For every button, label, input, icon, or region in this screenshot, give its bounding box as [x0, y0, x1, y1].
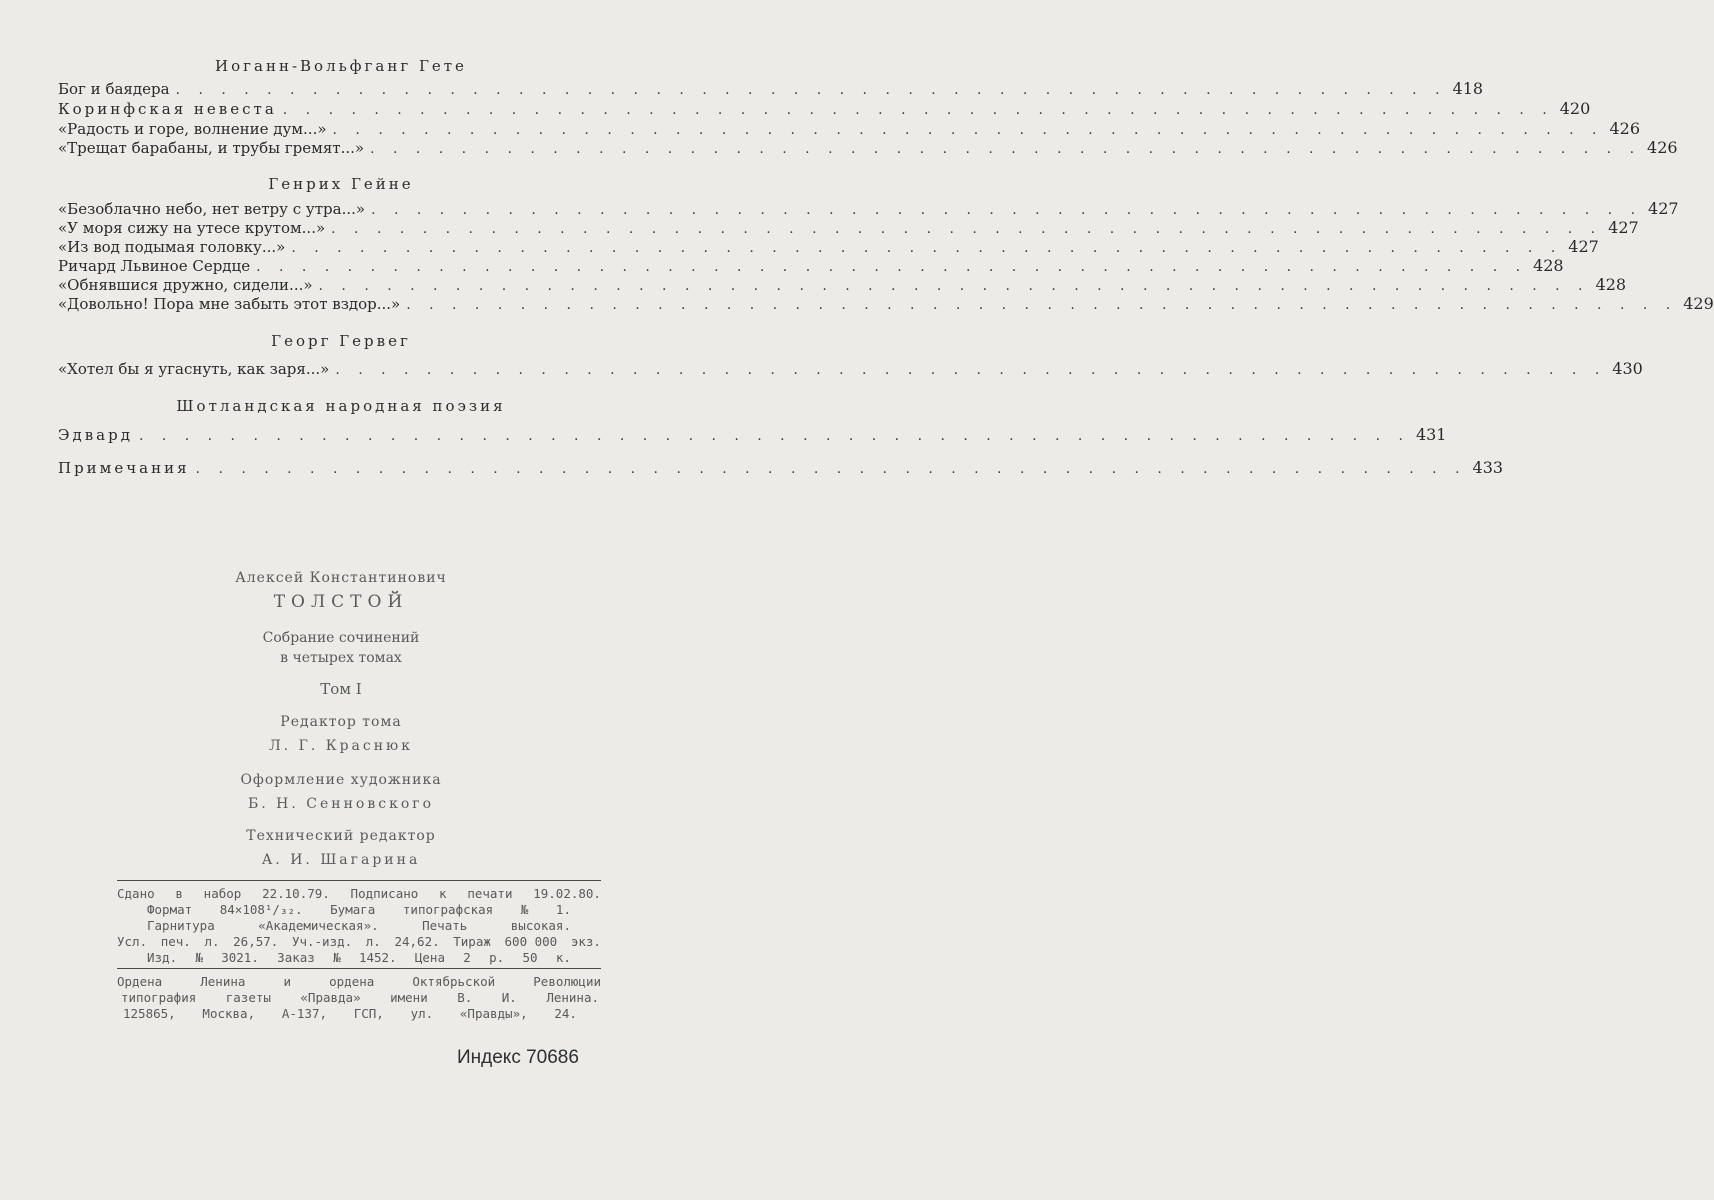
- pub-line: 125865, Москва, А-137, ГСП, ул. «Правды», 24.: [123, 1006, 577, 1021]
- toc-page-number: 431: [1415, 425, 1447, 444]
- toc-leader-dots: . . . . . . . . . . . . . . . . . . . . . . . . . . . . . . . . . . . . . . . . . . . . . . . . . . . . . . . .: [331, 221, 1603, 237]
- toc-entry[interactable]: [58, 218, 1639, 238]
- imprint-design-name: Б. Н. Сенновского: [247, 796, 435, 812]
- pub-line: Изд. № 3021. Заказ № 1452. Цена 2 р. 50 к.: [147, 950, 571, 965]
- toc-entry[interactable]: [58, 79, 1484, 99]
- toc-page-number: 427: [1568, 237, 1599, 256]
- imprint-collection-line2: в четырех томах: [280, 650, 402, 666]
- toc-entry-title: Примечания: [58, 459, 190, 477]
- pub-line: Ордена Ленина и ордена Октябрьской Революции: [117, 974, 601, 989]
- toc-entry-title: «Обнявшися дружно, сидели...»: [58, 276, 313, 294]
- section-title-heine: Генрих Гейне: [268, 175, 414, 193]
- toc-page-number: 429: [1683, 294, 1714, 313]
- toc-entry-title: «Из вод подымая головку...»: [58, 238, 286, 256]
- imprint-collection-line1: Собрание сочинений: [262, 630, 420, 646]
- toc-entry-title: «У моря сижу на утесе крутом...»: [58, 219, 326, 237]
- toc-entry-title: «Хотел бы я угаснуть, как заря...»: [58, 360, 330, 378]
- toc-page-number: 418: [1452, 79, 1484, 98]
- toc-leader-dots: . . . . . . . . . . . . . . . . . . . . . . . . . . . . . . . . . . . . . . . . . . . . . . . . . . . . . . . .: [195, 461, 1467, 477]
- divider-rule: [117, 880, 601, 881]
- toc-page-number: 426: [1609, 119, 1641, 138]
- toc-leader-dots: . . . . . . . . . . . . . . . . . . . . . . . . . . . . . . . . . . . . . . . . . . . . . . . . . . . . . . . .: [335, 362, 1607, 378]
- imprint-tech-label: Технический редактор: [246, 828, 436, 844]
- toc-entry[interactable]: [58, 425, 1447, 445]
- toc-entry[interactable]: [58, 138, 1678, 158]
- imprint-author-name: Алексей Константинович: [235, 570, 447, 586]
- toc-leader-dots: . . . . . . . . . . . . . . . . . . . . . . . . . . . . . . . . . . . . . . . . . . . . . . . . . . . . . . . .: [332, 122, 1604, 138]
- toc-entry[interactable]: [58, 275, 1627, 295]
- toc-entry-title: Бог и баядера: [58, 80, 170, 98]
- toc-leader-dots: . . . . . . . . . . . . . . . . . . . . . . . . . . . . . . . . . . . . . . . . . . . . . . . . . . . . . . . .: [371, 202, 1643, 218]
- toc-page-number: 433: [1472, 458, 1504, 477]
- section-title-herwegh: Георг Гервег: [271, 332, 411, 350]
- toc-entry[interactable]: [58, 199, 1679, 219]
- toc-page-number: 427: [1608, 218, 1639, 237]
- toc-page-number: 420: [1559, 99, 1591, 118]
- toc-entry-title: «Радость и горе, волнение дум...»: [58, 120, 327, 138]
- toc-entry-title: «Трещат барабаны, и трубы гремят...»: [58, 139, 365, 157]
- imprint-editor-name: Л. Г. Краснюк: [268, 738, 413, 754]
- toc-page-number: 428: [1533, 256, 1564, 275]
- toc-entry-title: «Довольно! Пора мне забыть этот вздор...»: [58, 295, 401, 313]
- toc-leader-dots: . . . . . . . . . . . . . . . . . . . . . . . . . . . . . . . . . . . . . . . . . . . . . . . . . . . . . . . .: [291, 240, 1563, 256]
- toc-entry[interactable]: [58, 294, 1714, 314]
- section-title-goethe: Иоганн-Вольфганг Гете: [215, 57, 467, 75]
- toc-leader-dots: . . . . . . . . . . . . . . . . . . . . . . . . . . . . . . . . . . . . . . . . . . . . . . . . . . . . . . . .: [175, 82, 1447, 98]
- imprint-tech-name: А. И. Шагарина: [261, 852, 421, 868]
- imprint-editor-label: Редактор тома: [280, 714, 402, 730]
- toc-leader-dots: . . . . . . . . . . . . . . . . . . . . . . . . . . . . . . . . . . . . . . . . . . . . . . . . . . . . . . . .: [256, 259, 1528, 275]
- toc-entry[interactable]: [58, 359, 1643, 379]
- pub-line: Формат 84×108¹/₃₂. Бумага типографская № 1.: [147, 902, 571, 917]
- toc-leader-dots: . . . . . . . . . . . . . . . . . . . . . . . . . . . . . . . . . . . . . . . . . . . . . . . . . . . . . . . .: [138, 428, 1410, 444]
- toc-entry[interactable]: [58, 119, 1641, 139]
- section-title-scottish: Шотландская народная поэзия: [176, 397, 506, 415]
- toc-entry-title: «Безоблачно небо, нет ветру с утра...»: [58, 200, 366, 218]
- divider-rule: [117, 968, 601, 969]
- toc-entry-title: Коринфская невеста: [58, 100, 277, 118]
- toc-entry[interactable]: [58, 99, 1591, 119]
- toc-page-number: 426: [1647, 138, 1678, 157]
- imprint-design-label: Оформление художника: [240, 772, 442, 788]
- toc-leader-dots: . . . . . . . . . . . . . . . . . . . . . . . . . . . . . . . . . . . . . . . . . . . . . . . . . . . . . . . .: [370, 141, 1642, 157]
- toc-leader-dots: . . . . . . . . . . . . . . . . . . . . . . . . . . . . . . . . . . . . . . . . . . . . . . . . . . . . . . . .: [282, 102, 1554, 118]
- toc-entry[interactable]: [58, 237, 1599, 257]
- toc-page-number: 428: [1595, 275, 1627, 294]
- toc-entry-notes[interactable]: [58, 458, 1504, 478]
- toc-entry[interactable]: [58, 256, 1564, 276]
- pub-line: Усл. печ. л. 26,57. Уч.-изд. л. 24,62. Тираж 600 000 экз.: [117, 934, 601, 949]
- toc-leader-dots: . . . . . . . . . . . . . . . . . . . . . . . . . . . . . . . . . . . . . . . . . . . . . . . . . . . . . . . .: [406, 297, 1678, 313]
- toc-entry-title: Ричард Львиное Сердце: [58, 257, 251, 275]
- pub-line: типография газеты «Правда» имени В. И. Ленина.: [121, 990, 599, 1005]
- toc-leader-dots: . . . . . . . . . . . . . . . . . . . . . . . . . . . . . . . . . . . . . . . . . . . . . . . . . . . . . . . .: [318, 278, 1590, 294]
- toc-page-number: 430: [1612, 359, 1643, 378]
- imprint-author-surname: ТОЛСТОЙ: [273, 592, 409, 612]
- pub-line: Гарнитура «Академическая». Печать высокая.: [147, 918, 571, 933]
- toc-page-number: 427: [1648, 199, 1679, 218]
- pub-line: Сдано в набор 22.10.79. Подписано к печати 19.02.80.: [117, 886, 601, 901]
- imprint-volume: Том I: [320, 680, 362, 698]
- index-number: Индекс 70686: [457, 1047, 579, 1068]
- toc-entry-title: Эдвард: [58, 426, 133, 444]
